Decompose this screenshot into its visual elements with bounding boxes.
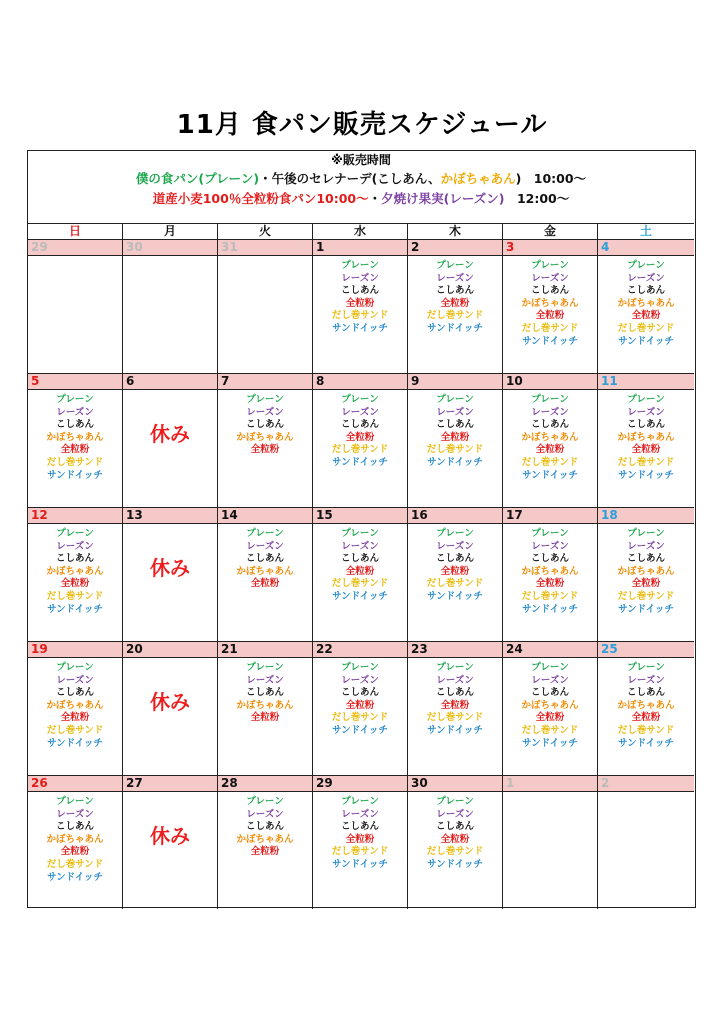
- product-item-raisin: レーズン: [436, 406, 474, 418]
- product-item-kabocha: かぼちゃあん: [46, 699, 104, 711]
- product-item-zenryu: 全粒粉: [345, 297, 375, 309]
- product-item-kabocha: かぼちゃあん: [617, 565, 675, 577]
- product-list: [28, 528, 122, 616]
- day-cell: [503, 776, 598, 909]
- product-list: [28, 394, 122, 482]
- product-list: [313, 394, 407, 470]
- day-cell: [218, 508, 313, 641]
- product-item-sandwich: サンドイッチ: [522, 737, 578, 749]
- product-item-plain: プレーン: [531, 394, 569, 405]
- day-cell: [408, 374, 503, 507]
- product-list: [408, 796, 502, 872]
- product-item-dashimaki: だし巻サンド: [426, 846, 484, 858]
- day-number: 2: [408, 240, 502, 256]
- day-number: 18: [598, 508, 694, 524]
- product-item-koshian: こしあん: [435, 553, 474, 565]
- day-number: 19: [28, 642, 122, 658]
- product-item-zenryu: 全粒粉: [345, 699, 375, 711]
- product-list: [28, 662, 122, 750]
- product-item-sandwich: サンドイッチ: [522, 335, 578, 347]
- day-cell: [598, 374, 694, 507]
- product-item-sandwich: サンドイッチ: [522, 603, 578, 615]
- product-item-plain: プレーン: [246, 662, 284, 673]
- day-cell: [218, 374, 313, 507]
- day-cell: [408, 508, 503, 641]
- product-item-koshian: こしあん: [245, 553, 284, 565]
- day-number: 29: [28, 240, 122, 256]
- notice-line2-part: 夕焼け果実(レーズン): [381, 191, 505, 206]
- product-item-kabocha: かぼちゃあん: [617, 297, 675, 309]
- day-number: 6: [123, 374, 217, 390]
- product-item-plain: プレーン: [531, 528, 569, 539]
- product-item-koshian: こしあん: [530, 285, 569, 297]
- notice-line1-part: かぼちゃあん: [440, 171, 516, 186]
- product-item-kabocha: かぼちゃあん: [617, 431, 675, 443]
- day-number: 23: [408, 642, 502, 658]
- product-item-plain: プレーン: [627, 260, 665, 271]
- product-list: [503, 394, 597, 482]
- product-item-plain: プレーン: [531, 260, 569, 271]
- week-row: [28, 508, 694, 642]
- day-number: 11: [598, 374, 694, 390]
- product-item-sandwich: サンドイッチ: [332, 456, 388, 468]
- product-item-zenryu: 全粒粉: [535, 712, 565, 724]
- notice-line2-part: 12:00～: [504, 191, 570, 206]
- product-item-dashimaki: だし巻サンド: [617, 322, 675, 334]
- day-cell: [218, 776, 313, 909]
- product-item-plain: プレーン: [341, 394, 379, 405]
- product-item-dashimaki: だし巻サンド: [426, 712, 484, 724]
- day-cell: [598, 642, 694, 775]
- product-item-koshian: こしあん: [340, 687, 379, 699]
- product-item-sandwich: サンドイッチ: [427, 456, 483, 468]
- product-item-zenryu: 全粒粉: [631, 310, 661, 322]
- product-item-kabocha: かぼちゃあん: [521, 297, 579, 309]
- product-list: [408, 394, 502, 470]
- day-cell: [503, 508, 598, 641]
- product-item-koshian: こしあん: [626, 687, 665, 699]
- product-item-sandwich: サンドイッチ: [427, 724, 483, 736]
- notice-line2-part: ・: [368, 191, 382, 206]
- notice-line-2: [28, 189, 694, 208]
- product-item-raisin: レーズン: [531, 540, 569, 552]
- closed-label: 休み: [150, 556, 190, 580]
- product-item-koshian: こしあん: [530, 687, 569, 699]
- day-cell: [218, 642, 313, 775]
- product-item-dashimaki: だし巻サンド: [46, 858, 104, 870]
- product-item-raisin: レーズン: [246, 808, 284, 820]
- day-number: 16: [408, 508, 502, 524]
- calendar-weeks: [28, 240, 694, 909]
- day-number: 5: [28, 374, 122, 390]
- product-item-kabocha: かぼちゃあん: [617, 699, 675, 711]
- product-list: [503, 662, 597, 750]
- day-cell: [123, 776, 218, 909]
- product-item-raisin: レーズン: [627, 406, 665, 418]
- day-cell: [503, 642, 598, 775]
- product-item-plain: プレーン: [436, 662, 474, 673]
- product-item-zenryu: 全粒粉: [440, 833, 470, 845]
- product-item-koshian: こしあん: [340, 419, 379, 431]
- day-cell: [313, 776, 408, 909]
- product-item-plain: プレーン: [246, 394, 284, 405]
- product-item-raisin: レーズン: [56, 540, 94, 552]
- day-cell: [313, 240, 408, 373]
- day-cell: [408, 240, 503, 373]
- day-number: 1: [313, 240, 407, 256]
- product-item-plain: プレーン: [246, 796, 284, 807]
- product-item-zenryu: 全粒粉: [250, 846, 280, 858]
- product-item-raisin: レーズン: [341, 406, 379, 418]
- product-item-dashimaki: だし巻サンド: [426, 578, 484, 590]
- closed-label: 休み: [150, 690, 190, 714]
- product-item-raisin: レーズン: [436, 674, 474, 686]
- page-title: 11月 食パン販売スケジュール: [176, 110, 548, 140]
- product-item-sandwich: サンドイッチ: [47, 469, 103, 481]
- product-item-zenryu: 全粒粉: [60, 846, 90, 858]
- product-item-sandwich: サンドイッチ: [618, 603, 674, 615]
- product-item-plain: プレーン: [341, 260, 379, 271]
- day-number: 22: [313, 642, 407, 658]
- product-item-raisin: レーズン: [627, 674, 665, 686]
- day-number: 12: [28, 508, 122, 524]
- product-item-dashimaki: だし巻サンド: [521, 322, 579, 334]
- product-item-kabocha: かぼちゃあん: [236, 565, 294, 577]
- product-item-plain: プレーン: [627, 662, 665, 673]
- product-item-sandwich: サンドイッチ: [618, 469, 674, 481]
- product-item-raisin: レーズン: [56, 674, 94, 686]
- product-list: [408, 662, 502, 738]
- notice-line1-part: ・午後のセレナーデ(こしあん、: [259, 171, 441, 186]
- product-item-raisin: レーズン: [246, 674, 284, 686]
- product-item-dashimaki: だし巻サンド: [331, 444, 389, 456]
- day-number: 2: [598, 776, 694, 792]
- product-item-koshian: こしあん: [340, 553, 379, 565]
- closed-label: 休み: [150, 824, 190, 848]
- product-item-zenryu: 全粒粉: [345, 565, 375, 577]
- product-item-sandwich: サンドイッチ: [332, 724, 388, 736]
- product-item-plain: プレーン: [56, 394, 94, 405]
- product-item-plain: プレーン: [341, 796, 379, 807]
- product-item-zenryu: 全粒粉: [250, 578, 280, 590]
- day-number: 28: [218, 776, 312, 792]
- product-item-raisin: レーズン: [627, 540, 665, 552]
- notice-line2-part: 道産小麦100％全粒粉食パン10:00～: [152, 191, 369, 206]
- product-item-koshian: こしあん: [530, 553, 569, 565]
- week-row: [28, 374, 694, 508]
- product-item-sandwich: サンドイッチ: [332, 322, 388, 334]
- week-row: [28, 776, 694, 909]
- product-list: [408, 528, 502, 604]
- day-number: 1: [503, 776, 597, 792]
- product-item-zenryu: 全粒粉: [440, 297, 470, 309]
- product-item-koshian: こしあん: [435, 419, 474, 431]
- week-row: [28, 642, 694, 776]
- product-item-raisin: レーズン: [246, 406, 284, 418]
- weekday-header: 土: [639, 224, 652, 238]
- product-item-zenryu: 全粒粉: [60, 444, 90, 456]
- product-item-raisin: レーズン: [56, 808, 94, 820]
- day-number: 30: [408, 776, 502, 792]
- product-item-dashimaki: だし巻サンド: [617, 724, 675, 736]
- day-cell: [123, 642, 218, 775]
- product-item-dashimaki: だし巻サンド: [46, 724, 104, 736]
- product-item-sandwich: サンドイッチ: [427, 322, 483, 334]
- day-number: 27: [123, 776, 217, 792]
- day-number: 25: [598, 642, 694, 658]
- product-item-dashimaki: だし巻サンド: [331, 578, 389, 590]
- product-item-koshian: こしあん: [626, 285, 665, 297]
- product-item-kabocha: かぼちゃあん: [46, 431, 104, 443]
- day-cell: [28, 374, 123, 507]
- product-item-dashimaki: だし巻サンド: [46, 590, 104, 602]
- day-cell: [123, 508, 218, 641]
- product-item-plain: プレーン: [341, 662, 379, 673]
- product-list: [218, 394, 312, 457]
- product-item-koshian: こしあん: [530, 419, 569, 431]
- day-cell: [218, 240, 313, 373]
- schedule-table: [27, 150, 696, 908]
- product-item-kabocha: かぼちゃあん: [46, 833, 104, 845]
- product-item-plain: プレーン: [436, 796, 474, 807]
- product-item-koshian: こしあん: [626, 553, 665, 565]
- product-item-sandwich: サンドイッチ: [47, 603, 103, 615]
- product-item-raisin: レーズン: [531, 406, 569, 418]
- product-list: [408, 260, 502, 336]
- product-item-raisin: レーズン: [341, 540, 379, 552]
- product-item-sandwich: サンドイッチ: [522, 469, 578, 481]
- product-list: [218, 528, 312, 591]
- weekday-header: 木: [408, 224, 503, 239]
- product-item-raisin: レーズン: [341, 674, 379, 686]
- product-item-zenryu: 全粒粉: [60, 578, 90, 590]
- day-number: 13: [123, 508, 217, 524]
- product-item-dashimaki: だし巻サンド: [46, 456, 104, 468]
- weekday-header: 月: [123, 224, 218, 239]
- product-item-dashimaki: だし巻サンド: [617, 456, 675, 468]
- product-item-zenryu: 全粒粉: [345, 833, 375, 845]
- weekday-header: 日: [28, 224, 123, 239]
- product-item-koshian: こしあん: [245, 419, 284, 431]
- day-number: 30: [123, 240, 217, 256]
- product-item-raisin: レーズン: [341, 808, 379, 820]
- day-cell: [28, 776, 123, 909]
- product-item-raisin: レーズン: [627, 272, 665, 284]
- day-number: 10: [503, 374, 597, 390]
- product-item-sandwich: サンドイッチ: [618, 335, 674, 347]
- product-item-dashimaki: だし巻サンド: [521, 590, 579, 602]
- product-item-koshian: こしあん: [435, 285, 474, 297]
- product-item-plain: プレーン: [436, 260, 474, 271]
- day-number: 21: [218, 642, 312, 658]
- product-item-sandwich: サンドイッチ: [47, 737, 103, 749]
- day-number: 14: [218, 508, 312, 524]
- product-list: [313, 796, 407, 872]
- product-item-koshian: こしあん: [55, 687, 94, 699]
- product-item-plain: プレーン: [436, 394, 474, 405]
- product-item-zenryu: 全粒粉: [631, 712, 661, 724]
- product-item-zenryu: 全粒粉: [440, 699, 470, 711]
- day-cell: [408, 642, 503, 775]
- product-item-plain: プレーン: [627, 528, 665, 539]
- day-cell: [503, 374, 598, 507]
- product-item-zenryu: 全粒粉: [345, 431, 375, 443]
- product-item-kabocha: かぼちゃあん: [521, 431, 579, 443]
- product-item-koshian: こしあん: [626, 419, 665, 431]
- product-item-dashimaki: だし巻サンド: [521, 456, 579, 468]
- product-item-kabocha: かぼちゃあん: [521, 565, 579, 577]
- product-item-kabocha: かぼちゃあん: [46, 565, 104, 577]
- day-number: 8: [313, 374, 407, 390]
- day-cell: [313, 642, 408, 775]
- day-cell: [598, 776, 694, 909]
- day-number: 26: [28, 776, 122, 792]
- day-cell: [503, 240, 598, 373]
- product-item-zenryu: 全粒粉: [535, 444, 565, 456]
- product-list: [313, 528, 407, 604]
- product-item-koshian: こしあん: [245, 821, 284, 833]
- day-cell: [313, 374, 408, 507]
- day-cell: [123, 240, 218, 373]
- product-item-kabocha: かぼちゃあん: [236, 833, 294, 845]
- product-item-plain: プレーン: [246, 528, 284, 539]
- notice-heading: ※販売時間: [331, 153, 391, 167]
- product-item-plain: プレーン: [436, 528, 474, 539]
- product-item-plain: プレーン: [627, 394, 665, 405]
- product-item-zenryu: 全粒粉: [631, 578, 661, 590]
- day-number: 3: [503, 240, 597, 256]
- day-number: 7: [218, 374, 312, 390]
- product-item-kabocha: かぼちゃあん: [236, 431, 294, 443]
- day-number: 29: [313, 776, 407, 792]
- product-item-plain: プレーン: [531, 662, 569, 673]
- product-item-koshian: こしあん: [55, 553, 94, 565]
- product-list: [313, 260, 407, 336]
- product-list: [503, 260, 597, 348]
- product-item-dashimaki: だし巻サンド: [331, 846, 389, 858]
- product-item-plain: プレーン: [341, 528, 379, 539]
- product-item-dashimaki: だし巻サンド: [331, 712, 389, 724]
- day-cell: [28, 240, 123, 373]
- notice-line1-part: ) 10:00～: [515, 171, 587, 186]
- sales-time-notice: [28, 151, 694, 224]
- product-item-raisin: レーズン: [531, 674, 569, 686]
- product-item-kabocha: かぼちゃあん: [236, 699, 294, 711]
- product-item-koshian: こしあん: [55, 821, 94, 833]
- day-number: 15: [313, 508, 407, 524]
- day-cell: [28, 642, 123, 775]
- product-item-plain: プレーン: [56, 528, 94, 539]
- product-item-zenryu: 全粒粉: [631, 444, 661, 456]
- product-item-koshian: こしあん: [340, 821, 379, 833]
- notice-line-1: [28, 169, 694, 188]
- product-item-zenryu: 全粒粉: [535, 310, 565, 322]
- product-item-dashimaki: だし巻サンド: [426, 444, 484, 456]
- day-cell: [598, 240, 694, 373]
- day-number: 9: [408, 374, 502, 390]
- product-item-raisin: レーズン: [531, 272, 569, 284]
- product-item-koshian: こしあん: [435, 821, 474, 833]
- product-item-raisin: レーズン: [436, 272, 474, 284]
- product-item-sandwich: サンドイッチ: [332, 858, 388, 870]
- product-item-sandwich: サンドイッチ: [618, 737, 674, 749]
- day-number: 20: [123, 642, 217, 658]
- day-cell: [123, 374, 218, 507]
- product-item-sandwich: サンドイッチ: [427, 590, 483, 602]
- week-row: [28, 240, 694, 374]
- product-item-koshian: こしあん: [435, 687, 474, 699]
- product-item-dashimaki: だし巻サンド: [617, 590, 675, 602]
- day-cell: [598, 508, 694, 641]
- product-list: [28, 796, 122, 884]
- product-item-zenryu: 全粒粉: [250, 444, 280, 456]
- closed-label: 休み: [150, 422, 190, 446]
- product-item-zenryu: 全粒粉: [440, 565, 470, 577]
- product-item-dashimaki: だし巻サンド: [426, 310, 484, 322]
- day-cell: [313, 508, 408, 641]
- product-item-koshian: こしあん: [55, 419, 94, 431]
- weekday-header: 金: [503, 224, 598, 239]
- product-list: [503, 528, 597, 616]
- weekday-header: 水: [313, 224, 408, 239]
- day-cell: [408, 776, 503, 909]
- product-item-zenryu: 全粒粉: [60, 712, 90, 724]
- product-item-zenryu: 全粒粉: [250, 712, 280, 724]
- product-item-raisin: レーズン: [56, 406, 94, 418]
- product-item-sandwich: サンドイッチ: [47, 871, 103, 883]
- weekday-header-row: [28, 224, 694, 240]
- product-item-plain: プレーン: [56, 796, 94, 807]
- weekday-header: 火: [218, 224, 313, 239]
- product-item-zenryu: 全粒粉: [440, 431, 470, 443]
- notice-line1-part: 僕の食パン(プレーン): [135, 171, 260, 186]
- product-item-sandwich: サンドイッチ: [427, 858, 483, 870]
- product-item-kabocha: かぼちゃあん: [521, 699, 579, 711]
- product-list: [218, 662, 312, 725]
- product-item-dashimaki: だし巻サンド: [331, 310, 389, 322]
- product-item-koshian: こしあん: [340, 285, 379, 297]
- product-list: [313, 662, 407, 738]
- product-item-koshian: こしあん: [245, 687, 284, 699]
- product-item-raisin: レーズン: [436, 540, 474, 552]
- product-list: [598, 528, 694, 616]
- product-list: [218, 796, 312, 859]
- product-item-zenryu: 全粒粉: [535, 578, 565, 590]
- product-item-raisin: レーズン: [341, 272, 379, 284]
- product-item-raisin: レーズン: [436, 808, 474, 820]
- day-number: 24: [503, 642, 597, 658]
- product-list: [598, 394, 694, 482]
- day-number: 31: [218, 240, 312, 256]
- product-item-plain: プレーン: [56, 662, 94, 673]
- product-item-dashimaki: だし巻サンド: [521, 724, 579, 736]
- product-list: [598, 260, 694, 348]
- product-item-sandwich: サンドイッチ: [332, 590, 388, 602]
- day-number: 4: [598, 240, 694, 256]
- day-number: 17: [503, 508, 597, 524]
- product-list: [598, 662, 694, 750]
- day-cell: [28, 508, 123, 641]
- product-item-raisin: レーズン: [246, 540, 284, 552]
